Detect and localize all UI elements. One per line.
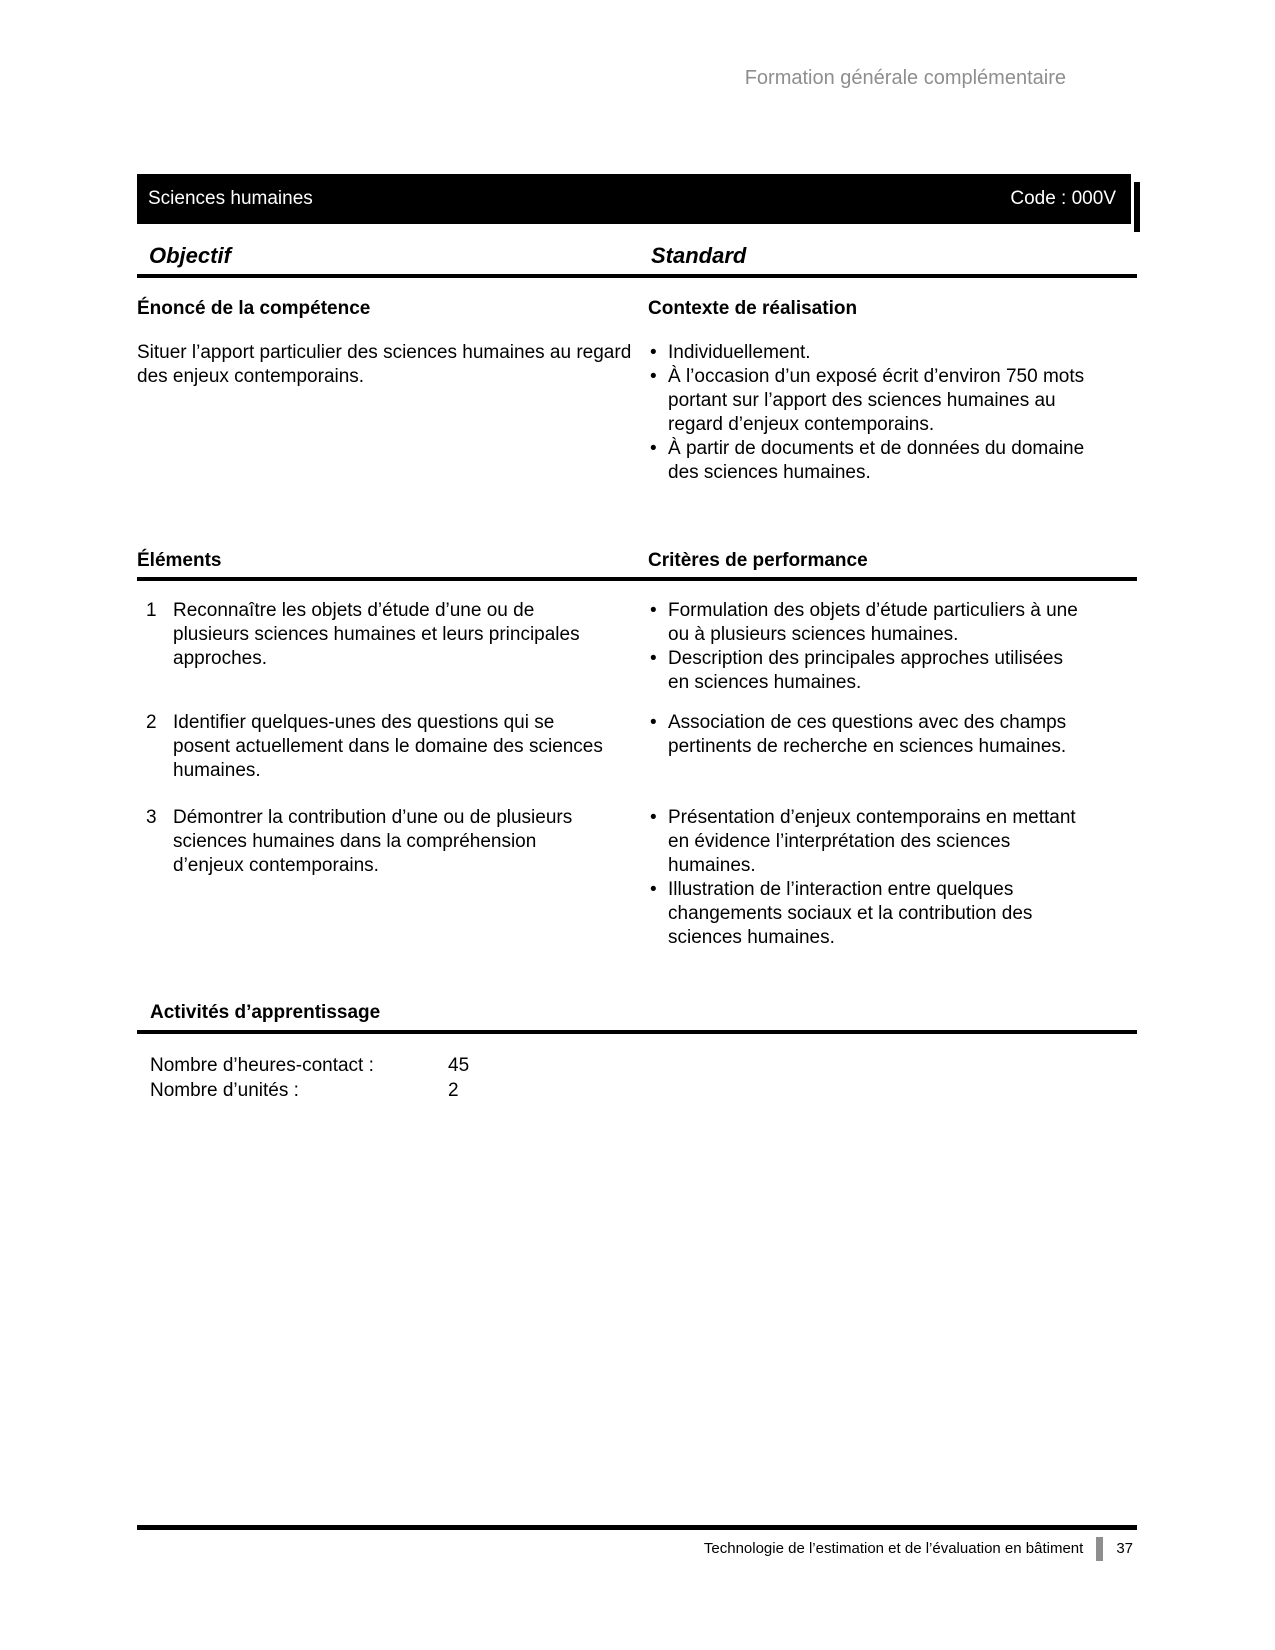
footer-program: Technologie de l’estimation et de l’évaluation en bâtiment [703, 1540, 1084, 1557]
list-item: • Formulation des objets d’étude particuliers à une ou à plusieurs sciences humaines. [650, 599, 1087, 647]
element-number: 1 [146, 600, 157, 621]
criteria-list [650, 599, 1087, 695]
element-number: 2 [146, 712, 157, 733]
field-value: 2 [448, 1080, 459, 1101]
course-title-bar [137, 174, 1131, 224]
element-item [146, 711, 605, 783]
standard-column-header: Standard [651, 243, 747, 268]
competence-heading: Énoncé de la compétence [137, 298, 371, 319]
criteres-heading: Critères de performance [648, 550, 868, 571]
field-row [150, 1053, 469, 1078]
course-code: Code : 000V [1010, 188, 1116, 209]
criteria-list [650, 711, 1087, 759]
element-text: Démontrer la contribution d’une ou de plusieurs sciences humaines dans la compréhension d’enjeux contemporains. [173, 807, 573, 876]
list-item: • Illustration de l’interaction entre quelques changements sociaux et la contribution des sciences humaines. [650, 878, 1087, 950]
list-item: • Association de ces questions avec des champs pertinents de recherche en sciences humaines. [650, 711, 1087, 759]
list-item: • Description des principales approches utilisées en sciences humaines. [650, 647, 1087, 695]
field-value: 45 [448, 1055, 470, 1076]
elements-heading: Éléments [137, 550, 222, 571]
list-item: • À partir de documents et de données du domaine des sciences humaines. [650, 437, 1087, 485]
page-number: 37 [1116, 1540, 1133, 1557]
element-number: 3 [146, 807, 157, 828]
section-divider [137, 1030, 1137, 1034]
field-row [150, 1078, 469, 1103]
list-item: • Présentation d’enjeux contemporains en mettant en évidence l’interprétation des sciences humaines. [650, 806, 1087, 878]
page-footer [704, 1537, 1133, 1561]
element-text: Identifier quelques-unes des questions qui se posent actuellement dans le domaine des sciences humaines. [173, 712, 603, 781]
element-item [146, 599, 605, 671]
criteria-list [650, 806, 1087, 950]
element-text: Reconnaître les objets d’étude d’une ou de plusieurs sciences humaines et leurs principales approches. [173, 600, 580, 669]
footer-divider-bar [1096, 1537, 1103, 1561]
activites-heading: Activités d’apprentissage [150, 1002, 381, 1023]
objectif-column-header: Objectif [149, 243, 231, 268]
section-divider [137, 577, 1137, 581]
contexte-list [650, 341, 1087, 485]
title-bar-shadow [1134, 182, 1140, 232]
activites-fields [150, 1053, 469, 1103]
competence-statement: Situer l’apport particulier des sciences humaines au regard des enjeux contemporains. [137, 342, 632, 387]
section-divider [137, 274, 1137, 278]
field-label: Nombre d’unités : [150, 1080, 299, 1101]
footer-divider [137, 1525, 1137, 1530]
list-item: • Individuellement. [650, 341, 1087, 365]
running-header: Formation générale complémentaire [744, 67, 1066, 89]
contexte-heading: Contexte de réalisation [648, 298, 858, 319]
list-item: • À l’occasion d’un exposé écrit d’environ 750 mots portant sur l’apport des sciences humaines au regard d’enjeux contemporains. [650, 365, 1087, 437]
field-label: Nombre d’heures-contact : [150, 1055, 374, 1076]
course-title: Sciences humaines [148, 188, 313, 209]
element-item [146, 806, 605, 878]
